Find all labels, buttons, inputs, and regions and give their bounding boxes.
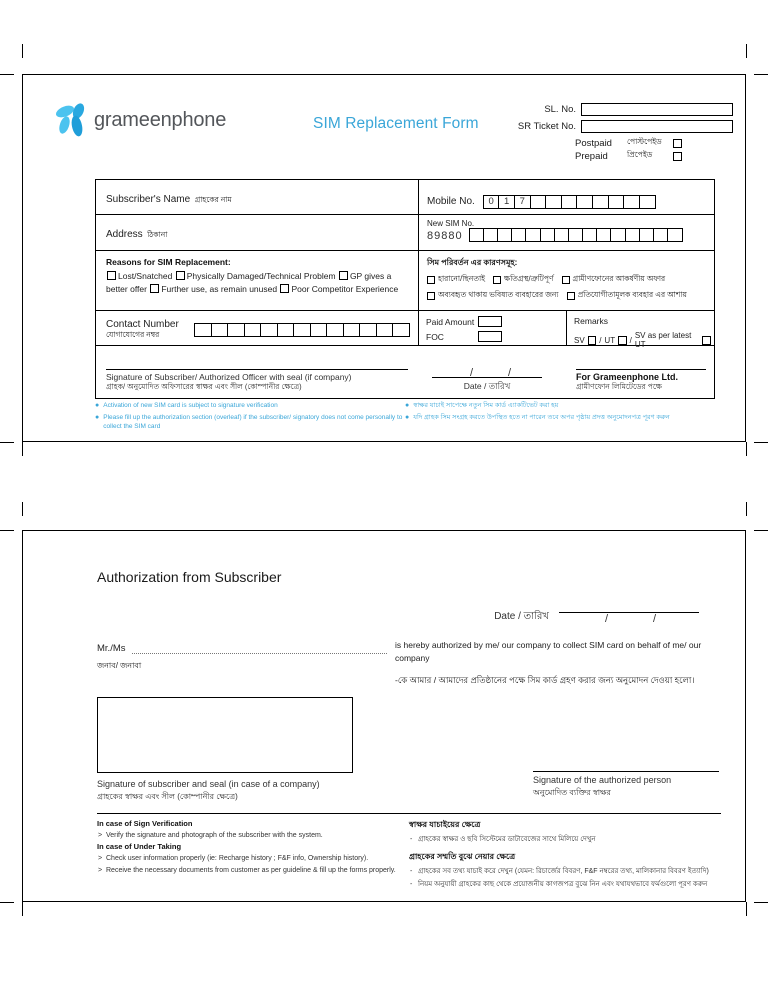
- authorization-statement-bn: -কে আমার / আমাদের প্রতিষ্ঠানের পক্ষে সিম কার্ড গ্রহণ করার জন্য অনুমোদন দেওয়া হলো।: [395, 675, 695, 685]
- bullet-icon: ●: [405, 402, 410, 409]
- bullet-icon: ●: [405, 414, 410, 421]
- remarks-sv-checkbox[interactable]: [588, 336, 597, 345]
- instructions-bn-heading-1: স্বাক্ষর যাচাইয়ের ক্ষেত্রে: [409, 820, 481, 829]
- sr-ticket-row: [513, 120, 733, 133]
- digit-cell[interactable]: [228, 324, 245, 336]
- mrms-label-bn: জনাব/ জনাবা: [97, 661, 142, 670]
- footnote-bn-2: [405, 413, 715, 422]
- remarks-sep-2: /: [629, 335, 632, 345]
- crop-mark-tr2-h: [754, 530, 768, 531]
- authorized-person-signature-group[interactable]: [533, 771, 719, 800]
- table-row-address-sim: [96, 215, 714, 251]
- table-row-contact-payment: [96, 311, 714, 349]
- serial-block: [513, 103, 733, 163]
- digit-cell[interactable]: [569, 229, 583, 241]
- digit-cell[interactable]: 0: [484, 196, 500, 208]
- subscriber-signature-group[interactable]: [106, 369, 408, 394]
- remarks-latest-ut-label: SV as per latest UT: [634, 331, 692, 349]
- sl-no-input[interactable]: [581, 103, 733, 116]
- page-title: SIM Replacement Form: [313, 115, 479, 132]
- reason-label-further-use: Further use, as remain unused: [161, 284, 278, 294]
- reason-label-competitor: Poor Competitor Experience: [291, 284, 399, 294]
- form-header: [23, 75, 745, 171]
- bullet-icon: ●: [95, 402, 100, 409]
- reason-label-lost: Lost/Snatched: [118, 271, 173, 281]
- reason-label-better-offer: GP gives a better offer: [106, 271, 392, 294]
- remarks-latest-ut-checkbox[interactable]: [702, 336, 711, 345]
- date-slash-row: [432, 365, 542, 377]
- crop-mark-br1-h: [754, 442, 768, 443]
- digit-cell[interactable]: [577, 196, 593, 208]
- digit-cell[interactable]: [360, 324, 377, 336]
- reason-damaged-checkbox[interactable]: [176, 271, 185, 280]
- subscriber-signature-caption-en: Signature of Subscriber/ Authorized Officer with seal (if company): [106, 372, 352, 382]
- table-row-reasons: [96, 251, 714, 311]
- authorization-date-block[interactable]: [494, 609, 699, 626]
- reasons-bn-row-2: [427, 290, 710, 302]
- digit-cell[interactable]: [597, 229, 611, 241]
- crop-mark-bl1-h: [0, 442, 14, 443]
- payment-type-group: [513, 137, 733, 162]
- reason-bn-label-lost: হারানো/ছিনতাই: [438, 274, 486, 283]
- payment-cell: [418, 311, 566, 345]
- mobile-no-cell: [418, 180, 714, 214]
- contact-label-bn: যোগাযোগের নম্বর: [106, 329, 160, 339]
- crop-mark-tl2-h: [0, 530, 14, 531]
- footnotes-bn: [405, 401, 715, 434]
- gp-signature-caption-bn: গ্রামীণফোন লিমিটেডের পক্ষে: [576, 382, 662, 391]
- remarks-ut-checkbox[interactable]: [618, 336, 627, 345]
- paid-amount-label: Paid Amount: [426, 316, 475, 327]
- subscriber-name-cell[interactable]: [96, 180, 418, 214]
- brand-wordmark: grameenphone: [94, 108, 227, 131]
- auth-date-slash-1: /: [605, 613, 609, 625]
- digit-cell[interactable]: [344, 324, 361, 336]
- sr-ticket-label: SR Ticket No.: [517, 121, 576, 132]
- date-slash-1: /: [470, 367, 474, 379]
- subscriber-signature-caption-bn: গ্রাহক/ অনুমোদিত অফিসারের স্বাক্ষর এবং সীল (কোম্পানীর ক্ষেত্রে): [106, 382, 302, 391]
- date-line: [432, 377, 542, 378]
- digit-cell[interactable]: [626, 229, 640, 241]
- crop-mark-tl2-v: [22, 502, 23, 516]
- authorization-date-label: Date / তারিখ: [494, 611, 549, 622]
- reason-label-damaged: Physically Damaged/Technical Problem: [186, 271, 336, 281]
- remarks-sep-1: /: [599, 335, 602, 345]
- mrms-label-en: Mr./Ms: [97, 643, 126, 654]
- digit-cell[interactable]: [484, 229, 498, 241]
- postpaid-row[interactable]: [575, 137, 733, 149]
- paid-amount-input[interactable]: [478, 316, 502, 327]
- reason-bn-label-unused: অব্যবহৃত থাকায় ভবিষ্যত ব্যবহারের জন্য: [438, 290, 559, 299]
- sim-replacement-form-page: [22, 74, 746, 442]
- reason-bn-unused-checkbox[interactable]: [427, 292, 435, 300]
- instructions-en-item-2: > Check user information properly (ie: Recharge history ; F&F info, Ownership history).: [97, 853, 401, 864]
- table-row-signatures: [96, 346, 714, 398]
- digit-cell[interactable]: [261, 324, 278, 336]
- reason-bn-label-damaged: ক্ষতিগ্রস্থ/ত্রুটিপূর্ণ: [504, 274, 554, 283]
- instructions-en-item-1: > Verify the signature and photograph of the subscriber with the system.: [97, 830, 401, 841]
- sl-no-row: [513, 103, 733, 116]
- digit-cell[interactable]: [624, 196, 640, 208]
- digit-cell[interactable]: [546, 196, 562, 208]
- reason-further-use-checkbox[interactable]: [150, 284, 159, 293]
- authorization-statement-en: is hereby authorized by me/ our company to collect SIM card on behalf of me/ our company: [395, 640, 702, 663]
- sl-no-label: SL. No.: [544, 104, 576, 115]
- gp-signature-caption-en: For Grameenphone Ltd.: [576, 372, 679, 382]
- postpaid-checkbox[interactable]: [673, 139, 682, 148]
- digit-cell[interactable]: [245, 324, 262, 336]
- digit-cell[interactable]: [327, 324, 344, 336]
- footnotes-en: [95, 401, 405, 434]
- sr-ticket-input[interactable]: [581, 120, 733, 133]
- prepaid-label-bn: প্রিপেইড: [627, 150, 653, 159]
- subscriber-signature-caption: [97, 779, 397, 804]
- reason-bn-label-offer: গ্রামীণফোনের আকর্ষণীয় অফার: [572, 274, 666, 283]
- subscriber-signature-box[interactable]: [97, 697, 353, 773]
- reasons-bn-row-1: [427, 274, 710, 286]
- mrms-block: [97, 643, 387, 673]
- reason-bn-competitor-checkbox[interactable]: [567, 292, 575, 300]
- date-signature-group[interactable]: [432, 365, 542, 394]
- remarks-sv-label: SV: [574, 335, 585, 345]
- mrms-name-input[interactable]: [132, 643, 388, 654]
- postpaid-label-bn: পোস্টপেইড: [627, 137, 662, 146]
- contact-number-input-grid[interactable]: [194, 323, 410, 337]
- instructions-divider: [97, 813, 721, 814]
- footnote-en-1: [95, 401, 405, 410]
- subscriber-signature-caption-bn-2: গ্রাহকের স্বাক্ষর এবং সীল (কোম্পানীর ক্ষেত্রে): [97, 792, 238, 801]
- address-cell[interactable]: [96, 215, 418, 250]
- digit-cell[interactable]: [498, 229, 512, 241]
- digit-cell[interactable]: [640, 229, 654, 241]
- foc-row: [426, 331, 566, 342]
- digit-cell[interactable]: [531, 196, 547, 208]
- digit-cell[interactable]: [583, 229, 597, 241]
- reasons-title-bn: সিম পরিবর্তন এর কারণসমূহ:: [427, 258, 518, 267]
- crop-mark-br2-h: [754, 902, 768, 903]
- instructions-bn-item-3: - নিয়ম অনুযায়ী গ্রাহকের কাছ থেকে প্রয়োজনীয় কাগজপত্র বুঝে নিন এবং যথাযথভাবে ফর্মগুলো পূরণ করুন: [409, 879, 713, 890]
- subscriber-signature-line: [106, 369, 408, 370]
- instructions-en-item-3: > Receive the necessary documents from customer as per guideline & fill up the forms properly.: [97, 865, 401, 876]
- remarks-label: Remarks: [574, 316, 609, 326]
- reasons-cell-bn: [418, 251, 714, 310]
- digit-cell[interactable]: 1: [499, 196, 515, 208]
- reason-bn-label-competitor: প্রতিযোগীতামূলক ব্যবহার এর আশায়: [577, 290, 687, 299]
- instructions-en-heading-2: In case of Under Taking: [97, 842, 182, 851]
- crop-mark-tr-h: [754, 74, 768, 75]
- digit-cell[interactable]: [654, 229, 668, 241]
- authorized-person-caption-en: Signature of the authorized person: [533, 775, 672, 785]
- date-caption: Date / তারিখ: [463, 381, 511, 391]
- subscriber-signature-caption-en-2: Signature of subscriber and seal (in case of a company): [97, 779, 320, 789]
- reasons-title-en: Reasons for SIM Replacement:: [106, 257, 231, 267]
- address-label-en: Address: [106, 229, 143, 240]
- paid-amount-row: [426, 316, 566, 327]
- digit-cell[interactable]: [377, 324, 394, 336]
- digit-cell[interactable]: [526, 229, 540, 241]
- reason-lost-checkbox[interactable]: [107, 271, 116, 280]
- instructions-bn: [409, 819, 721, 892]
- prepaid-checkbox[interactable]: [673, 152, 682, 161]
- digit-cell[interactable]: [611, 229, 625, 241]
- digit-cell[interactable]: [668, 229, 682, 241]
- instructions-en: [97, 819, 409, 892]
- gp-signature-group[interactable]: [576, 369, 706, 394]
- contact-label-en: Contact Number: [106, 318, 179, 330]
- auth-date-slash-2: /: [653, 613, 657, 625]
- footnote-bn-2-text: যদি গ্রাহক সিম সংগ্রহ করতে উপস্থিত হতে না পারেন তবে অপর পৃষ্ঠায় প্রদত্ত অনুমোদনপত্র পূরণ করুন: [413, 414, 670, 421]
- reasons-list-en: [106, 270, 412, 296]
- authorization-title: Authorization from Subscriber: [97, 569, 282, 585]
- authorization-date-line[interactable]: [559, 612, 699, 626]
- crop-mark-tr2-v: [746, 502, 747, 516]
- subscriber-details-table: [95, 179, 715, 399]
- digit-cell[interactable]: [294, 324, 311, 336]
- remarks-cell: [566, 311, 714, 349]
- mobile-no-input-grid[interactable]: [483, 195, 657, 209]
- postpaid-label-en: Postpaid: [575, 137, 612, 149]
- bullet-icon: ●: [95, 414, 100, 421]
- crop-mark-bl1-v: [22, 442, 23, 456]
- authorized-person-signature-line: [533, 771, 719, 772]
- new-sim-cell: [418, 215, 714, 250]
- crop-mark-br2-v: [746, 902, 747, 916]
- reason-bn-damaged-checkbox[interactable]: [493, 276, 501, 284]
- brand-logo: [55, 101, 226, 139]
- subscriber-name-label-en: Subscriber's Name: [106, 194, 191, 205]
- remarks-ut-label: UT: [604, 335, 616, 345]
- crop-mark-br1-v: [746, 442, 747, 456]
- address-label-bn: ঠিকানা: [147, 230, 168, 239]
- digit-cell[interactable]: [195, 324, 212, 336]
- new-sim-input-grid[interactable]: [469, 228, 684, 242]
- reason-competitor-checkbox[interactable]: [280, 284, 289, 293]
- digit-cell[interactable]: [541, 229, 555, 241]
- footnote-bn-1: [405, 401, 715, 410]
- reason-bn-offer-checkbox[interactable]: [562, 276, 570, 284]
- digit-cell[interactable]: [393, 324, 409, 336]
- grameenphone-logo-icon: [55, 101, 89, 139]
- reason-better-offer-checkbox[interactable]: [339, 271, 348, 280]
- footnote-bn-1-text: স্বাক্ষর যাচাই সাপেক্ষে নতুন সিম কার্ড এ্যাকটিভেট করা হয়: [413, 402, 559, 409]
- instructions-bn-item-2: - গ্রাহকের সব তথ্য যাচাই করে দেখুন (যেমন: রিচার্জের বিবরণ, F&F নম্বরের তথ্য, মালিকানার বিবরণ ইত্যাদি): [409, 866, 713, 877]
- reason-bn-lost-checkbox[interactable]: [427, 276, 435, 284]
- digit-cell[interactable]: [609, 196, 625, 208]
- footnotes: [95, 401, 715, 434]
- foc-input[interactable]: [478, 331, 502, 342]
- crop-mark-bl2-h: [0, 902, 14, 903]
- footnote-en-1-text: Activation of new SIM card is subject to signature verification: [103, 402, 278, 409]
- instructions-bn-item-1: - গ্রাহকের স্বাক্ষর ও ছবি সিস্টেমের ডাটাবেজের সাথে মিলিয়ে দেখুন: [409, 834, 713, 845]
- crop-mark-tl-h: [0, 74, 14, 75]
- foc-label: FOC: [426, 331, 444, 342]
- instructions-en-heading-1: In case of Sign Verification: [97, 819, 193, 828]
- digit-cell[interactable]: [562, 196, 578, 208]
- footnote-en-2-text: Please fill up the authorization section (overleaf) if the subscriber/ signatory does not come personally to collect the SIM card: [103, 414, 403, 430]
- gp-signature-line: [576, 369, 706, 370]
- digit-cell[interactable]: [555, 229, 569, 241]
- footnote-en-2: [95, 413, 405, 431]
- crop-mark-bl2-v: [22, 902, 23, 916]
- authorized-person-caption-bn: অনুমোদিত ব্যক্তির স্বাক্ষর: [533, 788, 611, 797]
- date-slash-2: /: [508, 367, 512, 379]
- crop-mark-tl-v: [22, 44, 23, 58]
- authorization-statement: [395, 639, 725, 687]
- digit-cell[interactable]: [470, 229, 484, 241]
- prepaid-row[interactable]: [575, 150, 733, 162]
- digit-cell[interactable]: 7: [515, 196, 531, 208]
- contact-number-cell: [96, 311, 418, 345]
- reasons-cell-en: [96, 251, 418, 310]
- digit-cell[interactable]: [640, 196, 656, 208]
- table-row-name-mobile: [96, 180, 714, 215]
- digit-cell[interactable]: [212, 324, 229, 336]
- instructions-block: [97, 819, 721, 892]
- new-sim-label: New SIM No.: [427, 219, 475, 228]
- mobile-no-label: Mobile No.: [427, 196, 475, 207]
- authorization-form-page: [22, 530, 746, 902]
- mrms-row[interactable]: [97, 643, 387, 654]
- new-sim-prefix: 89880: [427, 230, 463, 242]
- subscriber-name-label-bn: গ্রাহকের নাম: [194, 195, 232, 204]
- instructions-bn-heading-2: গ্রাহকের সম্মতি বুঝে নেয়ার ক্ষেত্রে: [409, 852, 516, 861]
- crop-mark-tr-v: [746, 44, 747, 58]
- digit-cell[interactable]: [593, 196, 609, 208]
- digit-cell[interactable]: [311, 324, 328, 336]
- digit-cell[interactable]: [278, 324, 295, 336]
- digit-cell[interactable]: [512, 229, 526, 241]
- prepaid-label-en: Prepaid: [575, 150, 608, 162]
